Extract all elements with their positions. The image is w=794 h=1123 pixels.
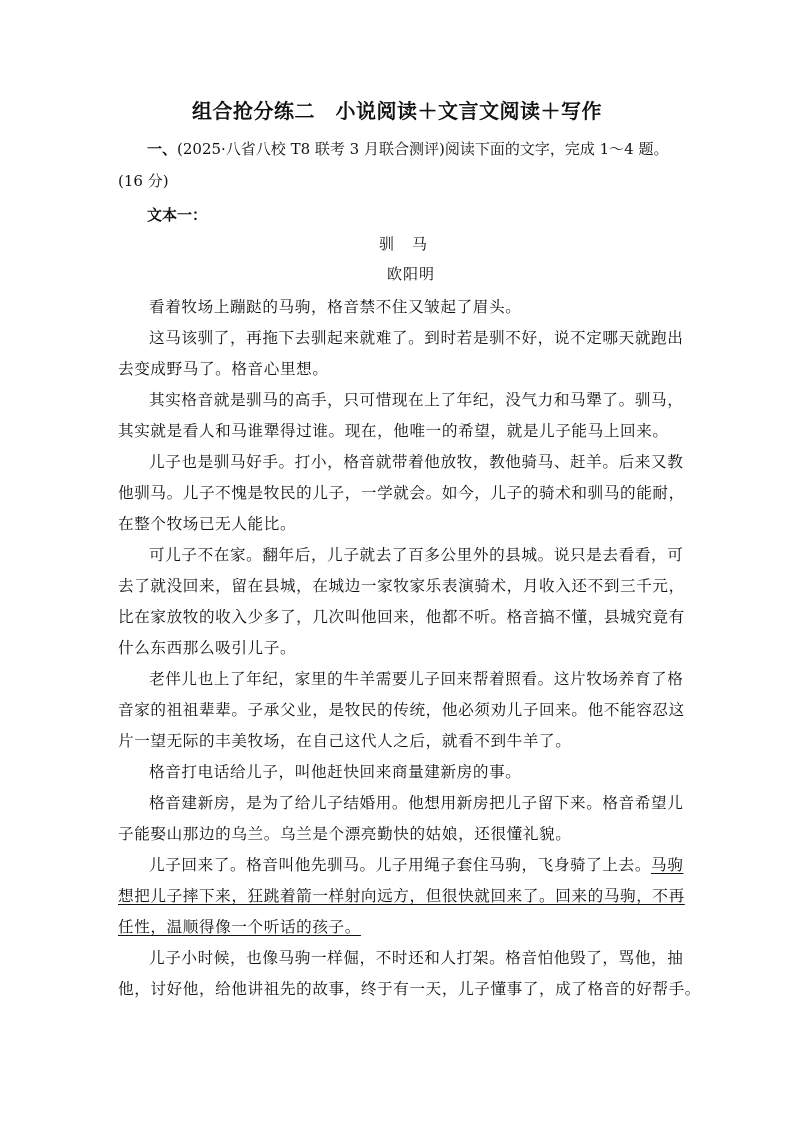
- paragraph-line: 格音打电话给儿子，叫他赶快回来商量建新房的事。: [149, 763, 522, 781]
- page-title: 组合抢分练二 小说阅读＋文言文阅读＋写作: [192, 99, 602, 123]
- story-title: 驯马: [378, 235, 445, 253]
- paragraph-line: 音家的祖祖辈辈。子承父业，是牧民的传统，他必须劝儿子回来。他不能容忍这: [118, 701, 685, 719]
- paragraph-line: 去了就没回来，留在县城，在城边一家牧家乐表演骑术，月收入还不到三千元，: [118, 577, 685, 595]
- paragraph-line: 他驯马。儿子不愧是牧民的儿子，一学就会。如今，儿子的骑术和驯马的能耐，: [118, 484, 685, 502]
- question-score: (16 分): [118, 172, 169, 190]
- paragraph-line: 儿子小时候，也像马驹一样倔，不时还和人打架。格音怕他毁了，骂他，抽: [149, 949, 684, 967]
- paragraph-line: 片一望无际的丰美牧场，在自己这代人之后，就看不到牛羊了。: [118, 732, 572, 750]
- paragraph-line: 什么东西那么吸引儿子。: [118, 639, 297, 657]
- section-label: 文本一：: [147, 206, 208, 224]
- paragraph-line: [149, 853, 684, 875]
- underlined-line: 想把儿子摔下来，狂跳着箭一样射向远方，但很快就回来了。回来的马驹，不再: [118, 887, 685, 905]
- paragraph-line: 其实格音就是驯马的高手，只可惜现在上了年纪，没气力和马犟了。驯马，: [149, 391, 684, 409]
- paragraph-line: 这马该驯了，再拖下去驯起来就难了。到时若是驯不好，说不定哪天就跑出: [149, 329, 684, 347]
- paragraph-line: 格音建新房，是为了给儿子结婚用。他想用新房把儿子留下来。格音希望儿: [149, 794, 684, 812]
- story-author: 欧阳明: [386, 265, 435, 283]
- paragraph-line: 儿子也是驯马好手。打小，格音就带着他放牧，教他骑马、赶羊。后来又教: [149, 453, 684, 471]
- underlined-line: 任性，温顺得像一个听话的孩子。: [118, 918, 361, 936]
- paragraph-line: 看着牧场上蹦跶的马驹，格音禁不住又皱起了眉头。: [149, 298, 522, 316]
- paragraph-line: 其实就是看人和马谁犟得过谁。现在，他唯一的希望，就是儿子能马上回来。: [118, 422, 669, 440]
- question-intro: [147, 138, 668, 159]
- paragraph-line: 在整个牧场已无人能比。: [118, 515, 297, 533]
- paragraph-line: 他，讨好他，给他讲祖先的故事，终于有一天，儿子懂事了，成了格音的好帮手。: [118, 980, 701, 998]
- paragraph-line: 去变成野马了。格音心里想。: [118, 360, 329, 378]
- paragraph-line: 子能娶山那边的乌兰。乌兰是个漂亮勤快的姑娘，还很懂礼貌。: [118, 825, 572, 843]
- paragraph-line: 老伴儿也上了年纪，家里的牛羊需要儿子回来帮着照看。这片牧场养育了格: [149, 670, 684, 688]
- question-text: (2025·八省八校 T8 联考 3 月联合测评)阅读下面的文字，完成 1～4 题。: [177, 140, 669, 158]
- underlined-text: 马驹: [651, 856, 684, 874]
- paragraph-text: 儿子回来了。格音叫他先驯马。儿子用绳子套住马驹，飞身骑了上去。: [149, 856, 652, 874]
- paragraph-line: 可儿子不在家。翻年后，儿子就去了百多公里外的县城。说只是去看看，可: [149, 546, 684, 564]
- question-number: 一、: [147, 140, 178, 158]
- paragraph-line: 比在家放牧的收入少多了，几次叫他回来，他都不听。格音搞不懂，县城究竟有: [118, 608, 685, 626]
